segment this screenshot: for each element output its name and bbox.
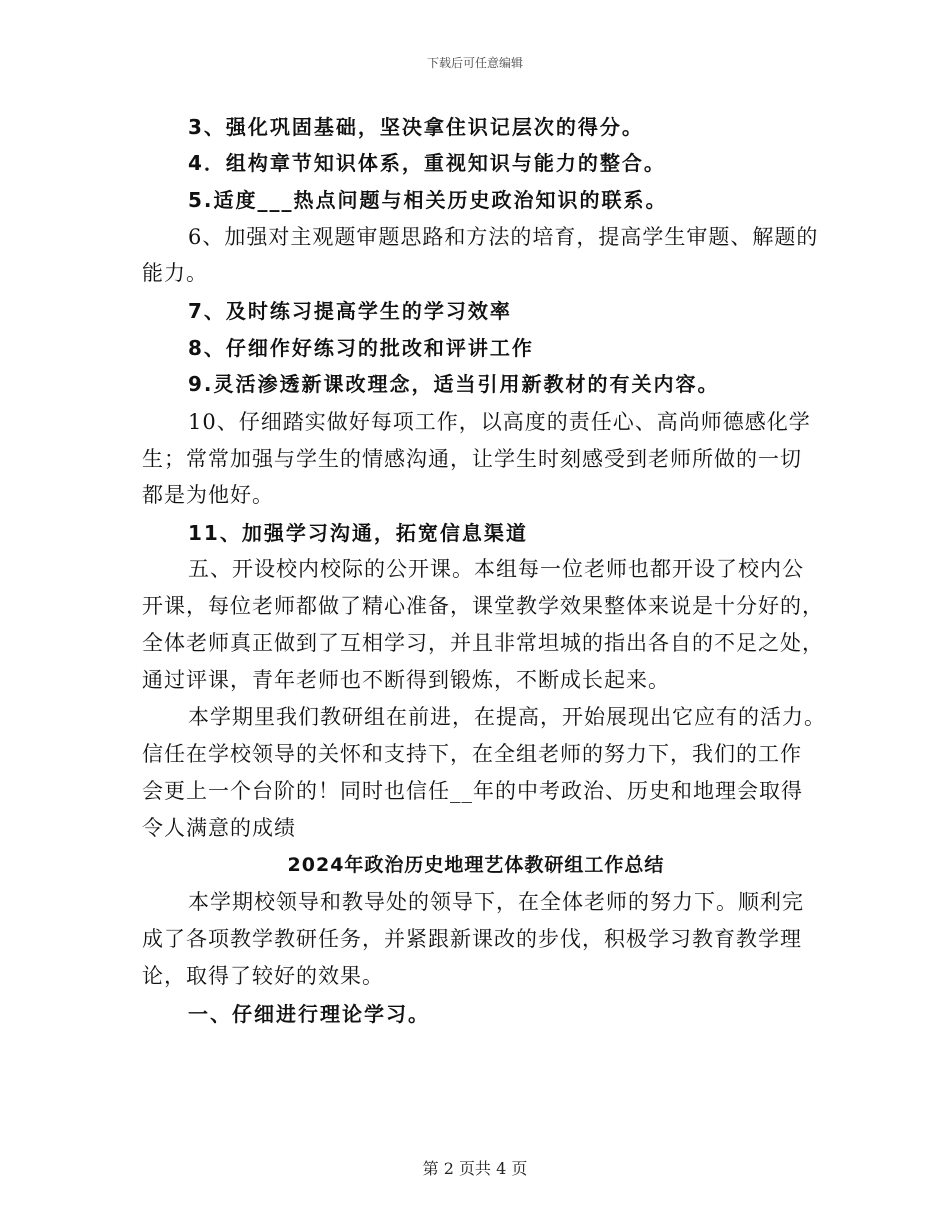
list-item-9: 9.灵活渗透新课改理念，适当引用新教材的有关内容。: [188, 372, 720, 396]
paragraph-section-5-cont-2: 全体老师真正做到了互相学习，并且非常坦城的指出各自的不足之处，: [142, 631, 824, 655]
list-item-3: 3、强化巩固基础，坚决拿住识记层次的得分。: [188, 115, 644, 139]
list-item-8: 8、仔细作好练习的批改和评讲工作: [188, 336, 534, 360]
paragraph-intro: 本学期校领导和教导处的领导下，在全体老师的努力下。顺利完: [188, 890, 804, 914]
paragraph-conclusion-cont-1: 信任在学校领导的关怀和支持下，在全组老师的努力下，我们的工作: [142, 742, 802, 766]
paragraph-section-5-cont-3: 通过评课，青年老师也不断得到锻炼，不断成长起来。: [142, 668, 670, 692]
document-title: 2024年政治历史地理艺体教研组工作总结: [287, 854, 665, 876]
list-item-10: 10、仔细踏实做好每项工作，以高度的责任心、高尚师德感化学: [188, 410, 811, 434]
list-item-11: 11、加强学习沟通，拓宽信息渠道: [188, 521, 528, 545]
list-item-6: 6、加强对主观题审题思路和方法的培育，提高学生审题、解题的: [188, 225, 819, 249]
paragraph-conclusion-cont-2: 会更上一个台阶的！同时也信任__年的中考政治、历史和地理会取得: [142, 779, 803, 803]
list-item-10-cont-1: 生；常常加强与学生的情感沟通，让学生时刻感受到老师所做的一切: [142, 447, 802, 471]
paragraph-section-5-cont-1: 开课，每位老师都做了精心准备，课堂教学效果整体来说是十分好的，: [142, 594, 824, 618]
page-header-note: 下载后可任意编辑: [426, 56, 523, 70]
page-number: 第 2 页共 4 页: [422, 1159, 528, 1178]
section-heading-1: 一、仔细进行理论学习。: [188, 1002, 430, 1026]
paragraph-intro-cont-2: 论，取得了较好的效果。: [142, 964, 384, 988]
paragraph-intro-cont-1: 成了各项教学教研任务，并紧跟新课改的步伐，积极学习教育教学理: [142, 927, 802, 951]
list-item-7: 7、及时练习提高学生的学习效率: [188, 299, 512, 323]
list-item-6-cont: 能力。: [142, 261, 208, 285]
paragraph-conclusion-cont-3: 令人满意的成绩: [142, 816, 296, 840]
list-item-4: 4．组构章节知识体系，重视知识与能力的整合。: [188, 151, 666, 175]
paragraph-section-5: 五、开设校内校际的公开课。本组每一位老师也都开设了校内公: [188, 557, 804, 581]
paragraph-conclusion: 本学期里我们教研组在前进，在提高，开始展现出它应有的活力。: [188, 705, 826, 729]
list-item-10-cont-2: 都是为他好。: [142, 483, 274, 507]
list-item-5: 5.适度___热点问题与相关历史政治知识的联系。: [188, 188, 668, 212]
